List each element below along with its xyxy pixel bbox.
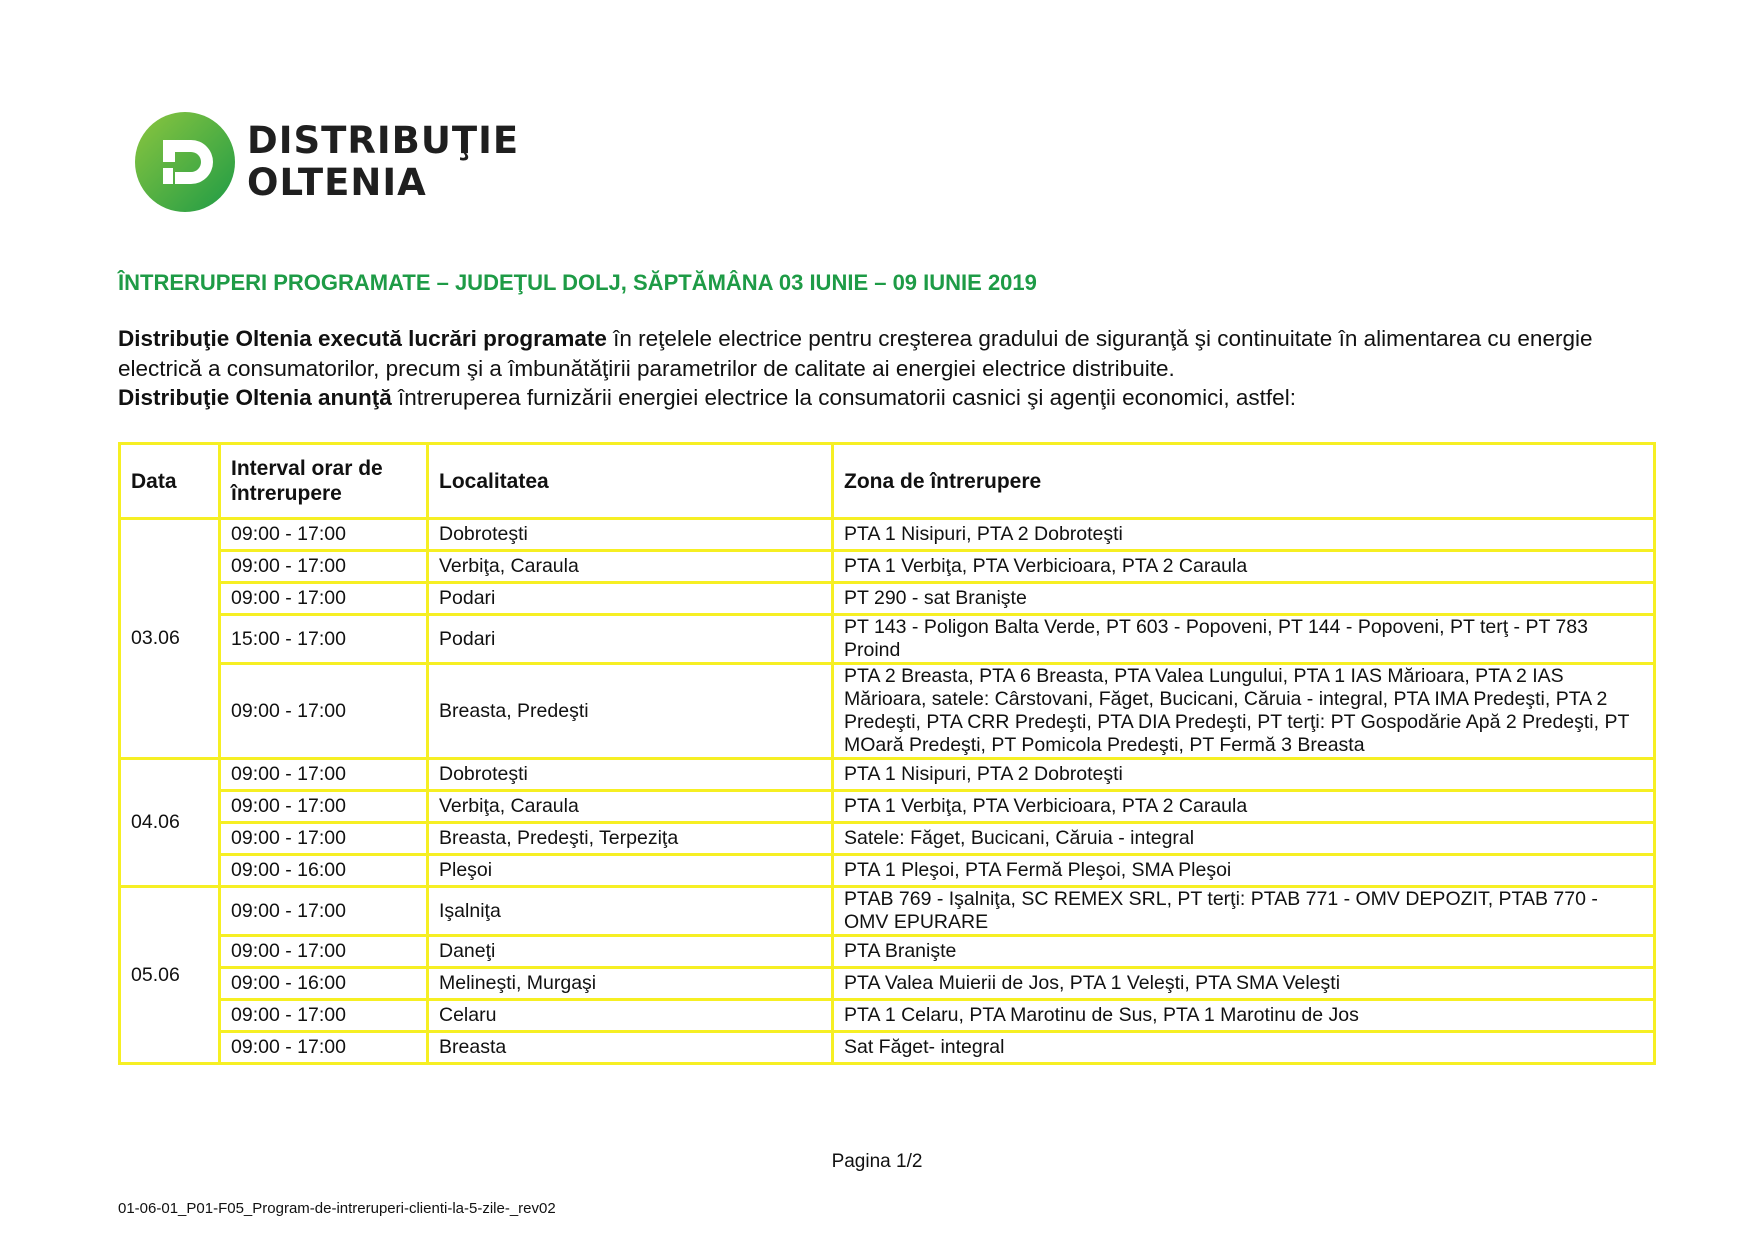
localitatea-cell: Breasta <box>428 1032 833 1064</box>
header-interval: Interval orar de întrerupere <box>220 444 428 519</box>
interval-cell: 09:00 - 17:00 <box>220 551 428 583</box>
zona-cell: PTA 1 Verbiţa, PTA Verbicioara, PTA 2 Caraula <box>833 551 1655 583</box>
zona-cell: PTA Branişte <box>833 936 1655 968</box>
table-row <box>120 519 1655 551</box>
table-row <box>120 551 1655 583</box>
header-data: Data <box>120 444 220 519</box>
header-localitatea: Localitatea <box>428 444 833 519</box>
interval-cell: 09:00 - 17:00 <box>220 664 428 759</box>
localitatea-cell: Podari <box>428 583 833 615</box>
intro-p2-text: întreruperea furnizării energiei electrice la consumatorii casnici şi agenţii economici, astfel: <box>391 385 1296 410</box>
interval-cell: 09:00 - 16:00 <box>220 855 428 887</box>
interval-cell: 09:00 - 17:00 <box>220 936 428 968</box>
date-cell: 04.06 <box>120 759 220 887</box>
intro-text <box>118 324 1658 413</box>
interval-cell: 09:00 - 16:00 <box>220 968 428 1000</box>
table-row <box>120 1000 1655 1032</box>
table-row <box>120 791 1655 823</box>
company-logo <box>133 110 693 220</box>
outage-schedule-table <box>118 442 1656 1065</box>
localitatea-cell: Melineşti, Murgaşi <box>428 968 833 1000</box>
zona-cell: PTA 1 Pleşoi, PTA Fermă Pleşoi, SMA Pleşoi <box>833 855 1655 887</box>
localitatea-cell: Celaru <box>428 1000 833 1032</box>
interval-cell: 09:00 - 17:00 <box>220 1032 428 1064</box>
intro-p1-bold: Distribuţie Oltenia execută lucrări programate <box>118 326 607 351</box>
localitatea-cell: Işalniţa <box>428 887 833 936</box>
table-row <box>120 615 1655 664</box>
localitatea-cell: Pleşoi <box>428 855 833 887</box>
localitatea-cell: Verbiţa, Caraula <box>428 791 833 823</box>
table-row <box>120 1032 1655 1064</box>
localitatea-cell: Daneţi <box>428 936 833 968</box>
table-header-row <box>120 444 1655 519</box>
page-number: Pagina 1/2 <box>831 1151 923 1172</box>
date-cell: 03.06 <box>120 519 220 759</box>
intro-paragraph-1 <box>118 324 1658 383</box>
interval-cell: 09:00 - 17:00 <box>220 519 428 551</box>
localitatea-cell: Podari <box>428 615 833 664</box>
document-code: 01-06-01_P01-F05_Program-de-intreruperi-clienti-la-5-zile-_rev02 <box>118 1200 556 1217</box>
zona-cell: PTA 1 Verbiţa, PTA Verbicioara, PTA 2 Caraula <box>833 791 1655 823</box>
table-row <box>120 887 1655 936</box>
date-cell: 05.06 <box>120 887 220 1064</box>
intro-paragraph-2 <box>118 383 1658 413</box>
zona-cell: Satele: Făget, Bucicani, Căruia - integral <box>833 823 1655 855</box>
interval-cell: 09:00 - 17:00 <box>220 1000 428 1032</box>
interval-cell: 09:00 - 17:00 <box>220 791 428 823</box>
localitatea-cell: Verbiţa, Caraula <box>428 551 833 583</box>
table-row <box>120 823 1655 855</box>
interval-cell: 09:00 - 17:00 <box>220 583 428 615</box>
zona-cell: PTA 1 Celaru, PTA Marotinu de Sus, PTA 1 Marotinu de Jos <box>833 1000 1655 1032</box>
table-row <box>120 855 1655 887</box>
table-row <box>120 583 1655 615</box>
interval-cell: 09:00 - 17:00 <box>220 823 428 855</box>
interval-cell: 09:00 - 17:00 <box>220 887 428 936</box>
zona-cell: PTAB 769 - Işalniţa, SC REMEX SRL, PT terţi: PTAB 771 - OMV DEPOZIT, PTAB 770 - OMV EPURARE <box>833 887 1655 936</box>
table-row <box>120 664 1655 759</box>
localitatea-cell: Breasta, Predeşti <box>428 664 833 759</box>
zona-cell: PTA 2 Breasta, PTA 6 Breasta, PTA Valea Lungului, PTA 1 IAS Mărioara, PTA 2 IAS Mărioara, satele: Cârstovani, Făget, Bucicani, Căruia - integral, PTA IMA Predeşti, PTA 2 Predeşti, PTA CRR Predeşti, PTA DIA Predeşti, PT terţi: PT Gospodărie Apă 2 Predeşti, PT MOară Predeşti, PT Pomicola Predeşti, PT Fermă 3 Breasta <box>833 664 1655 759</box>
localitatea-cell: Breasta, Predeşti, Terpeziţa <box>428 823 833 855</box>
table-row <box>120 936 1655 968</box>
interval-cell: 09:00 - 17:00 <box>220 759 428 791</box>
zona-cell: PTA Valea Muierii de Jos, PTA 1 Veleşti, PTA SMA Veleşti <box>833 968 1655 1000</box>
localitatea-cell: Dobroteşti <box>428 519 833 551</box>
table-row <box>120 759 1655 791</box>
table-row <box>120 968 1655 1000</box>
logo-line-1: DISTRIBUŢIE <box>247 119 520 162</box>
localitatea-cell: Dobroteşti <box>428 759 833 791</box>
zona-cell: PT 143 - Poligon Balta Verde, PT 603 - Popoveni, PT 144 - Popoveni, PT terţ - PT 783 Proind <box>833 615 1655 664</box>
logo-line-2: OLTENIA <box>247 161 427 204</box>
interval-cell: 15:00 - 17:00 <box>220 615 428 664</box>
page-title: ÎNTRERUPERI PROGRAMATE – JUDEŢUL DOLJ, SĂPTĂMÂNA 03 IUNIE – 09 IUNIE 2019 <box>118 270 1037 295</box>
zona-cell: PT 290 - sat Branişte <box>833 583 1655 615</box>
zona-cell: PTA 1 Nisipuri, PTA 2 Dobroteşti <box>833 759 1655 791</box>
zona-cell: PTA 1 Nisipuri, PTA 2 Dobroteşti <box>833 519 1655 551</box>
intro-p1-text: în reţelele electrice pentru creşterea gradului de siguranţă şi continuitate în alimentarea cu energie electrică a consumatorilor, precum şi a îmbunătăţirii parametrilor de calitate ai energiei electrice distribuite. <box>118 326 1593 381</box>
logo-mark-icon <box>133 110 237 214</box>
zona-cell: Sat Făget- integral <box>833 1032 1655 1064</box>
header-zona: Zona de întrerupere <box>833 444 1655 519</box>
intro-p2-bold: Distribuţie Oltenia anunţă <box>118 385 392 410</box>
